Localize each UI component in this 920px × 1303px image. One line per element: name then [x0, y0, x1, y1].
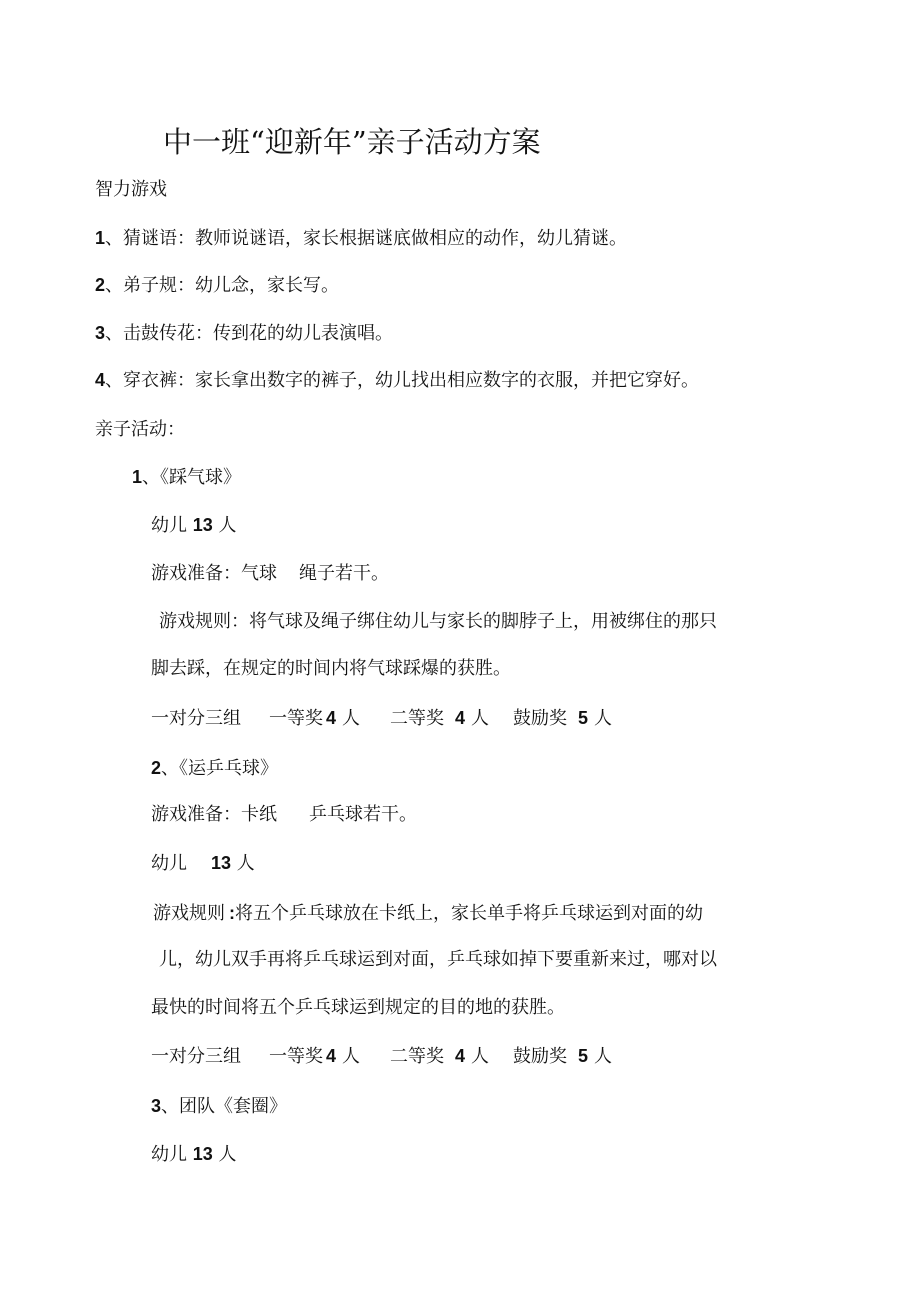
game-number: 1: [132, 467, 143, 487]
game-name: 、团队《套圈》: [161, 1096, 288, 1117]
children-label: 幼儿: [151, 515, 187, 536]
unit: 人: [594, 1046, 613, 1067]
awards-line: [151, 706, 612, 731]
item-number: 1: [95, 228, 106, 248]
prep-items: 乒乓球若干。: [309, 804, 417, 825]
unit: 人: [342, 1046, 361, 1067]
groups-text: 一对分三组: [151, 708, 241, 729]
second-prize-label: 二等奖: [390, 1046, 445, 1067]
list-item: [95, 226, 627, 251]
unit: 人: [471, 708, 490, 729]
prep-label: 游戏准备：卡纸: [151, 804, 277, 825]
children-label: 幼儿: [151, 853, 187, 874]
page-title: 中一班“迎新年”亲子活动方案: [163, 125, 541, 159]
rules-colon: :: [229, 903, 235, 923]
game-title-3: [151, 1094, 287, 1119]
prep-items: 绳子若干。: [299, 563, 389, 584]
item-number: 3: [95, 323, 106, 343]
item-text: 、弟子规：幼儿念，家长写。: [105, 275, 340, 296]
list-item: [95, 368, 699, 393]
groups-text: 一对分三组: [151, 1046, 241, 1067]
game-name: 、《运乒乓球》: [161, 758, 279, 779]
encourage-prize-label: 鼓励奖: [513, 708, 568, 729]
children-number: 13: [192, 1144, 213, 1164]
children-unit: 人: [218, 515, 237, 536]
game-number: 3: [151, 1096, 162, 1116]
rules-text: 将五个乒乓球放在卡纸上，家长单手将乒乓球运到对面的幼: [235, 903, 703, 924]
second-prize-label: 二等奖: [390, 708, 445, 729]
first-prize-number: 4: [326, 708, 337, 728]
first-prize-number: 4: [326, 1046, 337, 1066]
game-title-1: [132, 465, 241, 490]
children-number: 13: [211, 853, 232, 873]
game-rules-line: 脚去踩，在规定的时间内将气球踩爆的获胜。: [151, 658, 511, 679]
item-text: 、穿衣裤：家长拿出数字的裤子，幼儿找出相应数字的衣服，并把它穿好。: [105, 370, 700, 391]
game-rules-line: 游戏规则：将气球及绳子绑住幼儿与家长的脚脖子上，用被绑住的那只: [159, 611, 717, 632]
second-prize-number: 4: [455, 1046, 466, 1066]
unit: 人: [471, 1046, 490, 1067]
awards-line: [151, 1044, 612, 1069]
prep-label: 游戏准备：气球: [151, 563, 277, 584]
children-count: [151, 851, 255, 876]
game-name: 、《踩气球》: [142, 467, 242, 488]
section-heading-parent-child: 亲子活动：: [95, 419, 185, 440]
children-label: 幼儿: [151, 1144, 187, 1165]
item-text: 、击鼓传花：传到花的幼儿表演唱。: [105, 323, 394, 344]
rules-label: 游戏规则: [153, 903, 225, 924]
game-rules-line: 儿，幼儿双手再将乒乓球运到对面，乒乓球如掉下要重新来过，哪对以: [159, 949, 717, 970]
second-prize-number: 4: [455, 708, 466, 728]
children-unit: 人: [236, 853, 255, 874]
item-text: 、猜谜语：教师说谜语，家长根据谜底做相应的动作，幼儿猜谜。: [105, 228, 628, 249]
list-item: [95, 273, 339, 298]
game-prep: [151, 803, 417, 827]
encourage-prize-number: 5: [578, 708, 589, 728]
first-prize-label: 一等奖: [269, 708, 323, 729]
game-title-2: [151, 756, 278, 781]
first-prize-label: 一等奖: [269, 1046, 323, 1067]
game-rules-line: 最快的时间将五个乒乓球运到规定的目的地的获胜。: [151, 997, 565, 1018]
game-number: 2: [151, 758, 162, 778]
encourage-prize-label: 鼓励奖: [513, 1046, 568, 1067]
item-number: 2: [95, 275, 106, 295]
item-number: 4: [95, 370, 106, 390]
children-unit: 人: [218, 1144, 237, 1165]
unit: 人: [342, 708, 361, 729]
children-number: 13: [192, 515, 213, 535]
game-prep: [151, 562, 389, 586]
children-count: [151, 513, 237, 538]
list-item: [95, 321, 393, 346]
children-count: [151, 1142, 237, 1167]
unit: 人: [594, 708, 613, 729]
section-heading-puzzle-games: 智力游戏: [95, 179, 167, 200]
encourage-prize-number: 5: [578, 1046, 589, 1066]
game-rules-line: [153, 901, 703, 926]
